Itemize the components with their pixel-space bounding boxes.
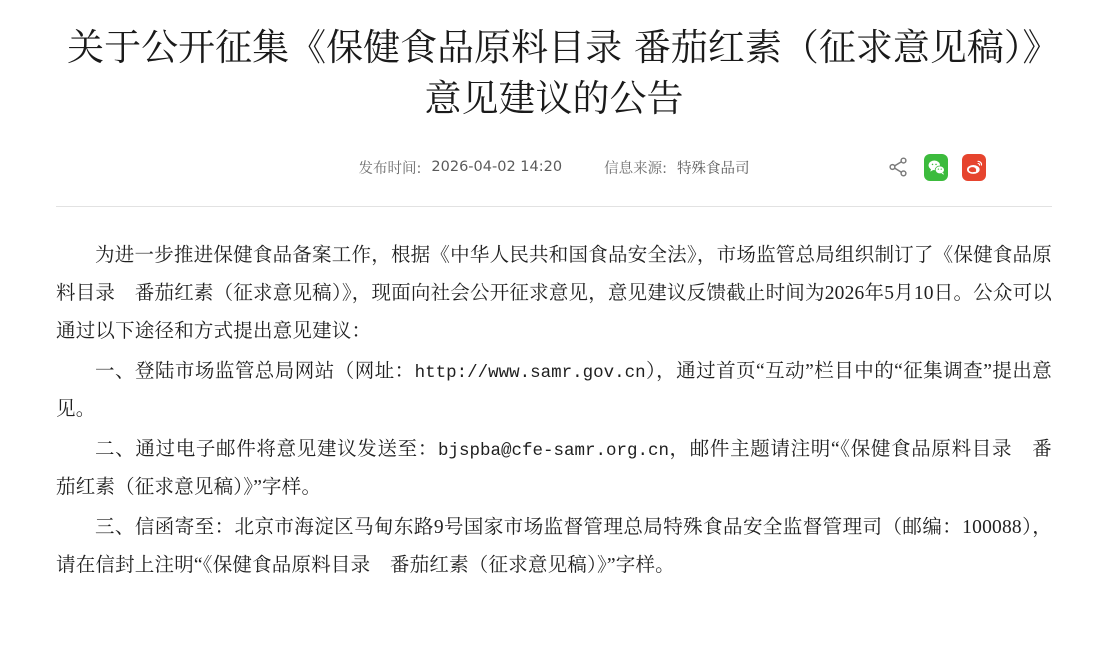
paragraph <box>56 431 1052 507</box>
inline-code-text: http://www.samr.gov.cn <box>414 363 646 384</box>
wechat-icon[interactable] <box>924 155 948 179</box>
weibo-icon[interactable] <box>962 155 986 179</box>
inline-code-text: bjspba@cfe-samr.org.cn <box>438 441 670 462</box>
paragraph-text: 为进一步推进保健食品备案工作，根据《中华人民共和国食品安全法》，市场监管总局组织制订了《保健食品原料目录 番茄红素（征求意见稿）》，现面向社会公开征求意见，意见建议反馈截止时间为2026年5月10日。公众可以通过以下途径和方式提出意见建议： <box>56 245 1052 343</box>
wechat-icon-badge <box>924 154 948 181</box>
weibo-icon-badge <box>962 154 986 181</box>
share-group <box>886 155 986 179</box>
paragraph <box>56 237 1052 351</box>
article-header <box>0 0 1108 184</box>
paragraph-text: 三、信函寄至：北京市海淀区马甸东路9号国家市场监督管理总局特殊食品安全监督管理司（邮编：100088），请在信封上注明“《保健食品原料目录 番茄红素（征求意见稿）》”字样。 <box>56 517 1052 577</box>
article-body <box>0 207 1108 585</box>
paragraph-text: 二、通过电子邮件将意见建议发送至： <box>95 439 439 461</box>
paragraph-text: 一、登陆市场监管总局网站（网址： <box>95 361 415 383</box>
publish-time-label: 发布时间: <box>358 160 422 177</box>
paragraph <box>56 509 1052 585</box>
paragraph-text: ），通过首页“互动”栏目中的“征集调查”提出意见。 <box>56 361 1052 421</box>
page-title: 关于公开征集《保健食品原料目录 番茄红素（征求意见稿）》意见建议的公告 <box>67 26 1041 121</box>
article-meta <box>359 157 750 178</box>
paragraph <box>56 353 1052 429</box>
paragraph-text: ，邮件主题请注明“《保健食品原料目录 番茄红素（征求意见稿）》”字样。 <box>56 439 1053 499</box>
publish-time-value: 2026-04-02 14:20 <box>431 159 563 176</box>
source-value: 特殊食品司 <box>676 160 750 177</box>
source-label: 信息来源: <box>604 160 667 177</box>
share-icon[interactable] <box>886 155 910 179</box>
article-meta-row <box>56 150 1052 184</box>
